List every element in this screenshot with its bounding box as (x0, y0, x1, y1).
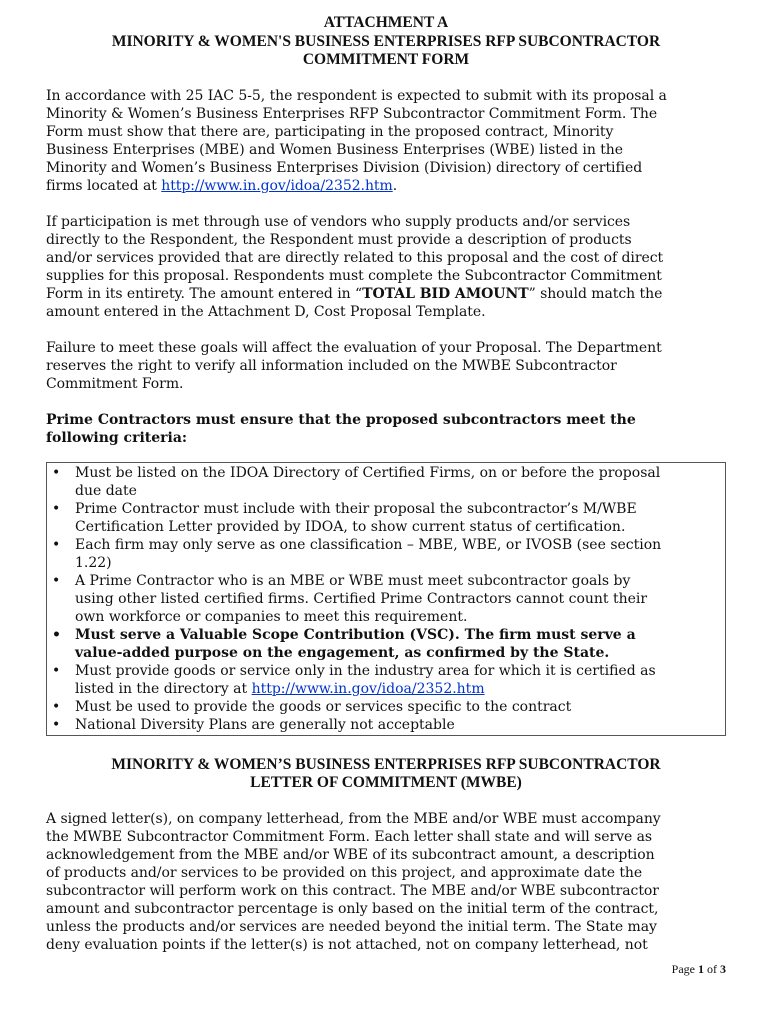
letter-line: unless the products and/or services are needed beyond the initial term. The State may (46, 918, 657, 935)
participation-line: supplies for this proposal. Respondents must complete the Subcontractor Commitment (46, 267, 662, 284)
of-word: of (707, 962, 717, 976)
criteria-line: 1.22) (75, 554, 112, 571)
bullet-icon: • (52, 626, 61, 643)
total-bid-amount-label: TOTAL BID AMOUNT (362, 285, 529, 302)
criteria-link-prefix: listed in the directory at (75, 680, 252, 697)
bullet-icon: • (52, 662, 61, 679)
criteria-line: Must serve a Valuable Scope Contribution (VSC). The firm must serve a (75, 626, 636, 643)
criteria-heading (46, 411, 726, 447)
criteria-item-certification-letter (47, 500, 725, 536)
criteria-line: Must be listed on the IDOA Directory of Certified Firms, on or before the proposal (75, 464, 661, 481)
intro-line: Business Enterprises (MBE) and Women Business Enterprises (WBE) listed in the (46, 141, 623, 158)
bullet-icon: • (52, 572, 61, 589)
criteria-line: National Diversity Plans are generally not acceptable (75, 716, 455, 733)
letter-line: deny evaluation points if the letter(s) is not attached, not on company letterhead, not (46, 936, 648, 953)
criteria-list (47, 464, 725, 734)
criteria-line: using other listed certified firms. Certified Prime Contractors cannot count their (75, 590, 648, 607)
title-form-type-line: COMMITMENT FORM (302, 51, 470, 68)
participation-line: amount entered in the Attachment D, Cost Proposal Template. (46, 303, 486, 320)
criteria-line: due date (75, 482, 137, 499)
bullet-icon: • (52, 716, 61, 733)
criteria-line: Certification Letter provided by IDOA, to show current status of certification. (75, 518, 626, 535)
letter-paragraph (46, 810, 726, 954)
criteria-line: Each firm may only serve as one classification – MBE, WBE, or IVOSB (see section (75, 536, 662, 553)
participation-line5-suffix: ” should match the (528, 285, 663, 302)
participation-line5-prefix: Form in its entirety. The amount entered in “ (46, 285, 363, 302)
page-word: Page (671, 962, 695, 976)
criteria-line: A Prime Contractor who is an MBE or WBE must meet subcontractor goals by (75, 572, 631, 589)
letter-line: subcontractor will perform work on this contract. The MBE and/or WBE subcontractor (46, 882, 659, 899)
letter-title-line: MINORITY & WOMEN’S BUSINESS ENTERPRISES RFP SUBCONTRACTOR (111, 755, 661, 773)
intro-link-prefix: firms located at (46, 177, 162, 194)
failure-line: Commitment Form. (46, 375, 184, 392)
criteria-item-single-classification (47, 536, 725, 572)
criteria-item-specific-goods (47, 698, 725, 716)
failure-line: reserves the right to verify all information included on the MWBE Subcontractor (46, 357, 617, 374)
document-page (46, 14, 726, 954)
failure-paragraph (46, 339, 726, 393)
criteria-box (46, 462, 726, 736)
criteria-line: Must be used to provide the goods or services specific to the contract (75, 698, 572, 715)
letter-line: A signed letter(s), on company letterhead, from the MBE and/or WBE must accompany (46, 810, 661, 827)
participation-line: and/or services provided that are directly related to this proposal and the cost of direct (46, 249, 664, 266)
bullet-icon: • (52, 500, 61, 517)
criteria-item-valuable-scope (47, 626, 725, 662)
intro-line (46, 177, 726, 195)
letter-title-line: LETTER OF COMMITMENT (MWBE) (250, 774, 522, 791)
criteria-item-directory-listing (47, 464, 725, 500)
bullet-icon: • (52, 536, 61, 553)
intro-line: Form must show that there are, participating in the proposed contract, Minority (46, 123, 614, 140)
criteria-item-industry-area (47, 662, 725, 698)
title-form-name-line: MINORITY & WOMEN'S BUSINESS ENTERPRISES RFP SUBCONTRACTOR (111, 32, 661, 50)
criteria-line: Must provide goods or service only in the industry area for which it is certified as (75, 662, 656, 679)
participation-paragraph (46, 213, 726, 321)
bullet-icon: • (52, 698, 61, 715)
criteria-line (75, 680, 717, 698)
participation-line: directly to the Respondent, the Respondent must provide a description of products (46, 231, 632, 248)
failure-line: Failure to meet these goals will affect the evaluation of your Proposal. The Department (46, 339, 662, 356)
criteria-line: value-added purpose on the engagement, as confirmed by the State. (75, 644, 610, 661)
bullet-icon: • (52, 464, 61, 481)
intro-line: In accordance with 25 IAC 5-5, the respondent is expected to submit with its proposal a (46, 87, 667, 104)
criteria-line: Prime Contractor must include with their proposal the subcontractor’s M/WBE (75, 500, 637, 517)
letter-line: acknowledgement from the MBE and/or WBE of its subcontract amount, a description (46, 846, 655, 863)
letter-line: amount and subcontractor percentage is only based on the initial term of the contract, (46, 900, 659, 917)
total-pages-number: 3 (720, 962, 726, 976)
idoa-directory-link[interactable]: http://www.in.gov/idoa/2352.htm (251, 680, 485, 697)
participation-line (46, 285, 726, 303)
letter-line: of products and/or services to be provided on this project, and approximate date the (46, 864, 643, 881)
intro-line: Minority and Women’s Business Enterprises Division (Division) directory of certified (46, 159, 643, 176)
current-page-number: 1 (698, 962, 704, 976)
criteria-item-diversity-plans (47, 716, 725, 734)
letter-section-title (46, 756, 726, 793)
letter-line: the MWBE Subcontractor Commitment Form. Each letter shall state and will serve as (46, 828, 653, 845)
intro-link-suffix: . (392, 177, 398, 194)
page-number-footer (672, 962, 726, 976)
document-title (46, 14, 726, 70)
criteria-line: own workforce or companies to meet this requirement. (75, 608, 468, 625)
title-attachment-line: ATTACHMENT A (323, 14, 449, 31)
intro-paragraph (46, 87, 726, 195)
criteria-heading-line: Prime Contractors must ensure that the proposed subcontractors meet the (46, 411, 636, 428)
criteria-item-prime-contractor-goals (47, 572, 725, 626)
criteria-heading-line: following criteria: (46, 429, 188, 446)
intro-line: Minority & Women’s Business Enterprises RFP Subcontractor Commitment Form. The (46, 105, 658, 122)
idoa-directory-link[interactable]: http://www.in.gov/idoa/2352.htm (161, 177, 393, 194)
participation-line: If participation is met through use of vendors who supply products and/or services (46, 213, 631, 230)
